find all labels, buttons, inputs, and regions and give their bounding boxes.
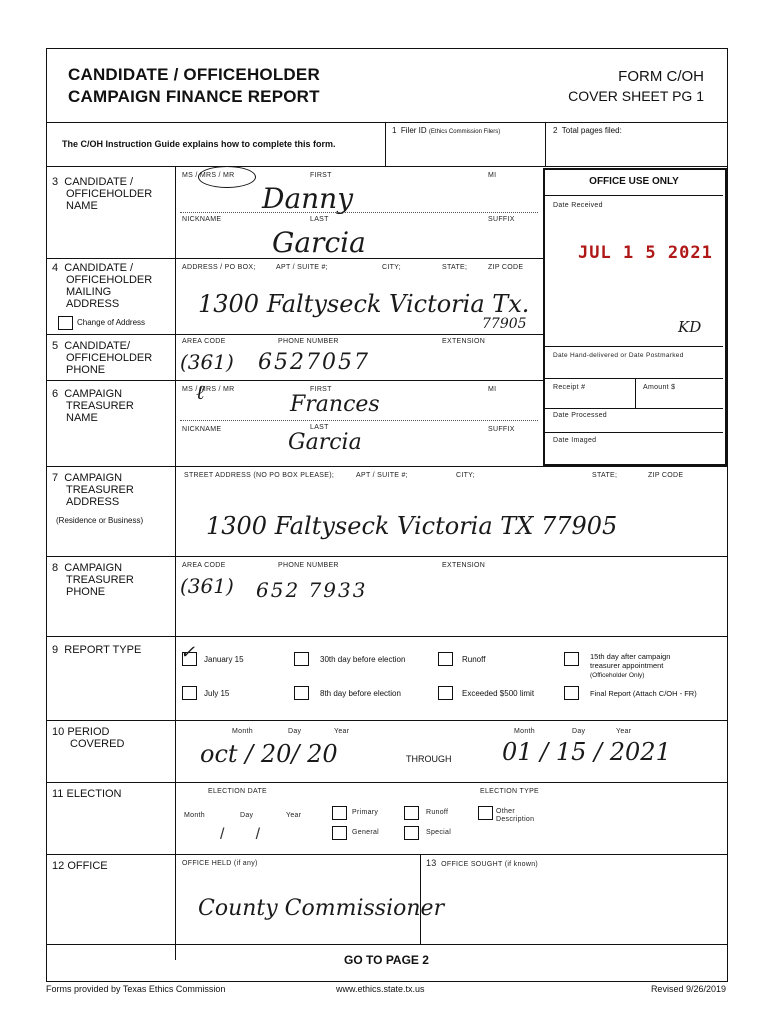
report-30th-label: 30th day before election — [320, 655, 406, 664]
s4-address-value[interactable]: 1300 Faltyseck Victoria Tx. — [198, 290, 530, 318]
filer-id-field[interactable]: 1 Filer ID (Ethics Commission Filers) — [392, 126, 501, 135]
s7-sub-label: (Residence or Business) — [56, 516, 144, 525]
s10-end-value[interactable]: 01 / 15 / 2021 — [502, 738, 671, 766]
s5-phone-value[interactable]: 6527057 — [258, 350, 370, 375]
receipt-label: Receipt # — [553, 384, 586, 391]
election-special-checkbox[interactable] — [404, 826, 419, 840]
s7-city-label: CITY; — [456, 472, 475, 479]
section-11-label: 11 ELECTION — [52, 788, 122, 800]
section-12-label: 12 OFFICE — [52, 860, 108, 872]
change-of-address-checkbox[interactable] — [58, 316, 73, 330]
s3-first-label: FIRST — [310, 172, 332, 179]
report-exceeded-checkbox[interactable] — [438, 686, 453, 700]
section-7-label: 7 CAMPAIGN TREASURER ADDRESS — [52, 472, 134, 508]
s3-nickname-label: NICKNAME — [182, 216, 222, 223]
divider — [545, 378, 723, 379]
divider — [46, 380, 543, 381]
instruction-text: The C/OH Instruction Guide explains how to complete this form. — [62, 139, 336, 149]
report-final-label: Final Report (Attach C/OH - FR) — [590, 689, 697, 698]
s10-start-day-label: Day — [288, 728, 302, 735]
s8-area-value[interactable]: (361) — [180, 574, 234, 598]
divider — [545, 408, 723, 409]
divider — [46, 122, 727, 123]
section-6-label: 6 CAMPAIGN TREASURER NAME — [52, 388, 134, 424]
election-general-label: General — [352, 829, 380, 836]
election-date-label: ELECTION DATE — [208, 788, 268, 795]
divider — [545, 346, 723, 347]
s3-title-label: MS / MRS / MR — [182, 172, 235, 179]
received-stamp: JUL 1 5 2021 — [578, 243, 713, 263]
s5-phone-label: PHONE NUMBER — [278, 338, 339, 345]
office-use-box — [543, 168, 727, 466]
divider — [46, 258, 543, 259]
divider — [46, 782, 727, 783]
s7-state-label: STATE; — [592, 472, 618, 479]
through-label: THROUGH — [406, 754, 452, 764]
section-5-label: 5 CANDIDATE/ OFFICEHOLDER PHONE — [52, 340, 153, 376]
election-month-label: Month — [184, 812, 205, 819]
s10-end-month-label: Month — [514, 728, 535, 735]
footer-revised: Revised 9/26/2019 — [650, 984, 726, 994]
s6-suffix-label: SUFFIX — [488, 426, 515, 433]
office-held-value[interactable]: County Commissioner — [198, 896, 445, 921]
s3-last-value[interactable]: Garcia — [272, 226, 366, 259]
s3-mi-label: MI — [488, 172, 497, 179]
amount-label: Amount $ — [643, 384, 676, 391]
section-4-label: 4 CANDIDATE / OFFICEHOLDER MAILING ADDRESS — [52, 262, 153, 310]
divider — [175, 166, 176, 960]
s6-mi-label: MI — [488, 386, 497, 393]
section-3-label: 3 CANDIDATE / OFFICEHOLDER NAME — [52, 176, 153, 212]
clerk-initials: KD — [678, 318, 702, 336]
report-15th-checkbox[interactable] — [564, 652, 579, 666]
s8-ext-label: EXTENSION — [442, 562, 486, 569]
divider — [46, 720, 727, 721]
total-pages-field[interactable]: 2 Total pages filed: — [553, 126, 622, 135]
s3-first-value[interactable]: Danny — [262, 182, 354, 215]
s5-area-label: AREA CODE — [182, 338, 226, 345]
election-primary-label: Primary — [352, 809, 379, 816]
title-line1: CANDIDATE / OFFICEHOLDER — [68, 65, 320, 84]
divider — [545, 432, 723, 433]
divider — [180, 420, 538, 421]
report-runoff-label: Runoff — [462, 655, 486, 664]
report-runoff-checkbox[interactable] — [438, 652, 453, 666]
s6-title-mark: ℓ — [196, 380, 205, 404]
election-type-label: ELECTION TYPE — [480, 788, 540, 795]
s6-last-value[interactable]: Garcia — [288, 430, 362, 455]
s4-apt-label: APT / SUITE #; — [276, 264, 328, 271]
office-use-title: OFFICE USE ONLY — [589, 176, 679, 187]
divider — [46, 466, 727, 467]
election-runoff-checkbox[interactable] — [404, 806, 419, 820]
section-10-label: 10 PERIOD COVERED — [52, 726, 125, 750]
hand-delivered-label: Date Hand-delivered or Date Postmarked — [553, 352, 684, 359]
s7-zip-label: ZIP CODE — [648, 472, 684, 479]
election-other-checkbox[interactable] — [478, 806, 493, 820]
s4-zip-label: ZIP CODE — [488, 264, 524, 271]
divider — [46, 166, 727, 167]
section-8-label: 8 CAMPAIGN TREASURER PHONE — [52, 562, 134, 598]
s6-nickname-label: NICKNAME — [182, 426, 222, 433]
section-9-label: 9 REPORT TYPE — [52, 644, 142, 656]
s4-zip-value[interactable]: 77905 — [482, 316, 527, 332]
footer-website[interactable]: www.ethics.state.tx.us — [336, 984, 425, 994]
s10-start-value[interactable]: oct / 20/ 20 — [200, 740, 338, 768]
s4-state-label: STATE; — [442, 264, 468, 271]
election-other-label: Other Description — [496, 808, 535, 823]
checkmark-icon: ✓ — [180, 642, 196, 663]
divider — [46, 854, 727, 855]
divider — [635, 378, 636, 408]
report-8th-label: 8th day before election — [320, 689, 401, 698]
office-held-label: OFFICE HELD (if any) — [182, 860, 258, 867]
election-day-label: Day — [240, 812, 254, 819]
s6-first-value[interactable]: Frances — [290, 392, 380, 417]
go-to-page-2: GO TO PAGE 2 — [344, 953, 429, 967]
s7-street-label: STREET ADDRESS (NO PO BOX PLEASE); — [184, 472, 335, 479]
office-sought-label[interactable]: 13 OFFICE SOUGHT (if known) — [426, 858, 539, 868]
change-of-address-label: Change of Address — [77, 318, 146, 327]
s7-address-value[interactable]: 1300 Faltyseck Victoria TX 77905 — [206, 512, 618, 540]
report-30th-checkbox[interactable] — [294, 652, 309, 666]
title-line2: CAMPAIGN FINANCE REPORT — [68, 87, 320, 106]
s10-start-year-label: Year — [334, 728, 350, 735]
form-id: FORM C/OH — [618, 68, 704, 85]
s10-end-year-label: Year — [616, 728, 632, 735]
report-final-checkbox[interactable] — [564, 686, 579, 700]
s5-area-value[interactable]: (361) — [180, 350, 234, 374]
s10-end-day-label: Day — [572, 728, 586, 735]
report-july-label: July 15 — [204, 689, 230, 698]
report-15th-label: 15th day after campaign treasurer appointment (Officeholder Only) — [590, 652, 671, 679]
election-general-checkbox[interactable] — [332, 826, 347, 840]
report-8th-checkbox[interactable] — [294, 686, 309, 700]
form-page: COVER SHEET PG 1 — [568, 88, 704, 104]
s3-suffix-label: SUFFIX — [488, 216, 515, 223]
election-year-label: Year — [286, 812, 302, 819]
s8-phone-label: PHONE NUMBER — [278, 562, 339, 569]
divider — [180, 212, 538, 213]
election-date-slashes[interactable]: / / — [220, 826, 261, 843]
s6-first-label: FIRST — [310, 386, 332, 393]
report-exceeded-label: Exceeded $500 limit — [462, 689, 535, 698]
s7-apt-label: APT / SUITE #; — [356, 472, 408, 479]
s4-city-label: CITY; — [382, 264, 401, 271]
date-processed-label: Date Processed — [553, 412, 608, 419]
s5-ext-label: EXTENSION — [442, 338, 486, 345]
divider — [46, 334, 543, 335]
s3-last-label: LAST — [310, 216, 329, 223]
election-special-label: Special — [426, 829, 452, 836]
s8-area-label: AREA CODE — [182, 562, 226, 569]
date-imaged-label: Date Imaged — [553, 437, 597, 444]
divider — [545, 122, 546, 166]
report-july-checkbox[interactable] — [182, 686, 197, 700]
footer-provider: Forms provided by Texas Ethics Commission — [46, 984, 226, 994]
divider — [46, 944, 727, 945]
divider — [545, 195, 723, 196]
s6-last-label: LAST — [310, 424, 329, 431]
s6-title-label: MS / MRS / MR — [182, 386, 235, 393]
divider — [420, 854, 421, 944]
election-runoff-label: Runoff — [426, 809, 449, 816]
report-january-label: January 15 — [204, 655, 244, 664]
date-received-label: Date Received — [553, 202, 603, 209]
s10-start-month-label: Month — [232, 728, 253, 735]
divider — [46, 556, 727, 557]
election-primary-checkbox[interactable] — [332, 806, 347, 820]
divider — [385, 122, 386, 166]
s8-phone-value[interactable]: 652 7933 — [256, 578, 368, 602]
s4-address-label: ADDRESS / PO BOX; — [182, 264, 256, 271]
divider — [46, 636, 727, 637]
s3-title-circle — [198, 166, 256, 188]
